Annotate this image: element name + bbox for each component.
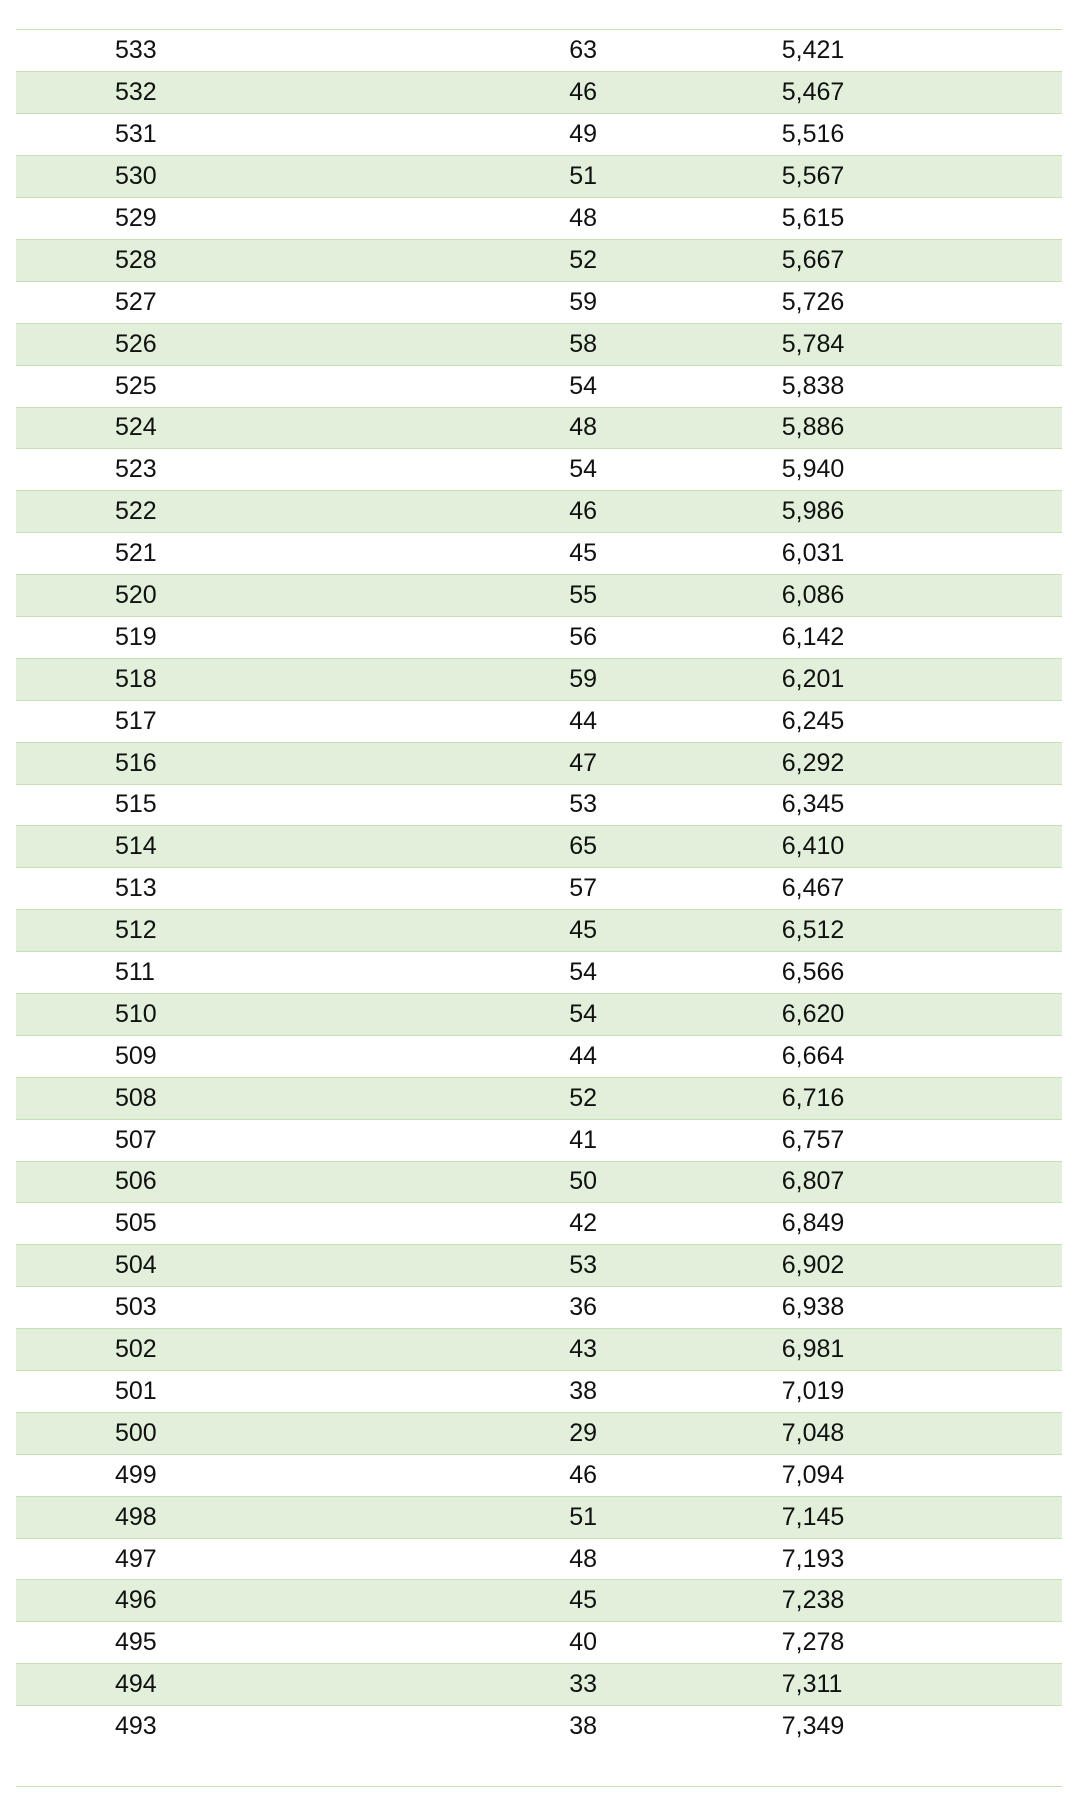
count-cell: 48	[340, 407, 737, 449]
cumulative-cell: 6,664	[738, 1035, 1062, 1077]
count-cell: 59	[340, 281, 737, 323]
score-cell: 510	[16, 993, 340, 1035]
score-cell: 533	[115, 36, 157, 65]
table-row	[16, 742, 1062, 784]
score-cell: 520	[16, 575, 340, 617]
table-row	[16, 1119, 1062, 1161]
table-row	[16, 1622, 1062, 1664]
cumulative-cell: 6,716	[738, 1077, 1062, 1119]
count-cell: 44	[340, 700, 737, 742]
count-cell: 63	[569, 36, 598, 65]
count-cell: 45	[340, 1580, 737, 1622]
count-cell: 55	[340, 575, 737, 617]
table-row	[16, 993, 1062, 1035]
score-cell: 507	[16, 1119, 340, 1161]
cumulative-cell: 7,238	[738, 1580, 1062, 1622]
count-cell: 49	[340, 114, 737, 156]
score-cell: 515	[16, 784, 340, 826]
score-cell: 495	[16, 1622, 340, 1664]
table-page	[16, 29, 1062, 1787]
cumulative-cell: 6,757	[738, 1119, 1062, 1161]
table-row	[16, 1161, 1062, 1203]
score-cell: 517	[16, 700, 340, 742]
count-cell: 65	[340, 826, 737, 868]
table-row	[16, 616, 1062, 658]
cumulative-cell: 6,849	[738, 1203, 1062, 1245]
score-cell: 516	[16, 742, 340, 784]
cumulative-cell: 5,940	[738, 449, 1062, 491]
table-row	[16, 533, 1062, 575]
count-cell: 48	[340, 198, 737, 240]
count-cell: 47	[340, 742, 737, 784]
table-row	[16, 1412, 1062, 1454]
count-cell: 50	[340, 1161, 737, 1203]
score-cell: 528	[16, 239, 340, 281]
count-cell: 41	[340, 1119, 737, 1161]
table-row	[16, 1077, 1062, 1119]
count-cell: 29	[340, 1412, 737, 1454]
score-cell: 525	[16, 365, 340, 407]
cumulative-cell: 6,292	[738, 742, 1062, 784]
count-cell: 48	[340, 1538, 737, 1580]
table-row	[16, 1329, 1062, 1371]
cumulative-cell: 5,986	[738, 491, 1062, 533]
score-cell: 521	[16, 533, 340, 575]
score-cell: 503	[16, 1287, 340, 1329]
table-row	[16, 1538, 1062, 1580]
cumulative-cell: 7,193	[738, 1538, 1062, 1580]
table-row	[16, 30, 1062, 72]
count-cell: 51	[340, 156, 737, 198]
cumulative-cell: 6,201	[738, 658, 1062, 700]
count-cell: 45	[340, 910, 737, 952]
count-cell: 44	[340, 1035, 737, 1077]
score-cell: 511	[16, 952, 340, 994]
table-row	[16, 1580, 1062, 1622]
table-row	[16, 1664, 1062, 1706]
count-cell: 51	[340, 1496, 737, 1538]
score-cell: 526	[16, 323, 340, 365]
count-cell: 59	[340, 658, 737, 700]
score-cell: 512	[16, 910, 340, 952]
table-row	[16, 156, 1062, 198]
cumulative-cell: 6,031	[738, 533, 1062, 575]
cumulative-cell: 6,512	[738, 910, 1062, 952]
score-cell: 502	[16, 1329, 340, 1371]
score-distribution-table	[16, 30, 1062, 1748]
table-row	[16, 1706, 1062, 1748]
cumulative-cell: 6,902	[738, 1245, 1062, 1287]
cumulative-cell: 7,311	[738, 1664, 1062, 1706]
table-row	[16, 952, 1062, 994]
table-row	[16, 1245, 1062, 1287]
cumulative-cell: 5,615	[738, 198, 1062, 240]
score-cell: 498	[16, 1496, 340, 1538]
count-cell: 43	[340, 1329, 737, 1371]
table-row	[16, 365, 1062, 407]
score-cell: 529	[16, 198, 340, 240]
table-row	[16, 407, 1062, 449]
score-cell: 519	[16, 616, 340, 658]
score-cell: 496	[16, 1580, 340, 1622]
score-cell: 506	[16, 1161, 340, 1203]
cumulative-cell: 5,516	[738, 114, 1062, 156]
cumulative-cell: 7,094	[738, 1454, 1062, 1496]
score-cell: 493	[16, 1706, 340, 1748]
cumulative-cell: 5,567	[738, 156, 1062, 198]
cumulative-cell: 6,345	[738, 784, 1062, 826]
score-cell: 508	[16, 1077, 340, 1119]
score-cell: 501	[16, 1371, 340, 1413]
score-cell: 499	[16, 1454, 340, 1496]
count-cell: 33	[340, 1664, 737, 1706]
table-body	[16, 30, 1062, 1748]
table-row	[16, 826, 1062, 868]
table-row	[16, 1371, 1062, 1413]
count-cell: 46	[340, 72, 737, 114]
table-row	[16, 1203, 1062, 1245]
table-row	[16, 784, 1062, 826]
cumulative-cell: 7,048	[738, 1412, 1062, 1454]
score-cell: 494	[16, 1664, 340, 1706]
count-cell: 38	[340, 1371, 737, 1413]
cumulative-cell: 6,807	[738, 1161, 1062, 1203]
table-row	[16, 1287, 1062, 1329]
table-row	[16, 323, 1062, 365]
cumulative-cell: 7,278	[738, 1622, 1062, 1664]
count-cell: 57	[340, 868, 737, 910]
table-row	[16, 491, 1062, 533]
score-cell: 518	[16, 658, 340, 700]
table-row	[16, 575, 1062, 617]
cumulative-cell: 5,726	[738, 281, 1062, 323]
score-cell: 532	[16, 72, 340, 114]
score-cell: 500	[16, 1412, 340, 1454]
count-cell: 52	[340, 239, 737, 281]
count-cell: 36	[340, 1287, 737, 1329]
score-cell: 522	[16, 491, 340, 533]
count-cell: 53	[340, 1245, 737, 1287]
count-cell: 54	[340, 993, 737, 1035]
cumulative-cell: 5,467	[738, 72, 1062, 114]
score-cell: 509	[16, 1035, 340, 1077]
cumulative-cell: 5,784	[738, 323, 1062, 365]
cumulative-cell: 5,421	[781, 36, 845, 65]
cumulative-cell: 6,981	[738, 1329, 1062, 1371]
cumulative-cell: 6,620	[738, 993, 1062, 1035]
table-row	[16, 449, 1062, 491]
cumulative-cell: 6,142	[738, 616, 1062, 658]
score-cell: 505	[16, 1203, 340, 1245]
table-row	[16, 1454, 1062, 1496]
score-cell: 513	[16, 868, 340, 910]
count-cell: 52	[340, 1077, 737, 1119]
table-row	[16, 198, 1062, 240]
count-cell: 46	[340, 1454, 737, 1496]
score-cell: 530	[16, 156, 340, 198]
score-cell: 514	[16, 826, 340, 868]
cumulative-cell: 6,566	[738, 952, 1062, 994]
table-row	[16, 239, 1062, 281]
cumulative-cell: 5,886	[738, 407, 1062, 449]
cumulative-cell: 5,667	[738, 239, 1062, 281]
cumulative-cell: 7,019	[738, 1371, 1062, 1413]
count-cell: 42	[340, 1203, 737, 1245]
count-cell: 54	[340, 952, 737, 994]
count-cell: 53	[340, 784, 737, 826]
score-cell: 504	[16, 1245, 340, 1287]
score-cell: 523	[16, 449, 340, 491]
table-row	[16, 1035, 1062, 1077]
score-cell: 524	[16, 407, 340, 449]
score-cell: 497	[16, 1538, 340, 1580]
cumulative-cell: 7,349	[738, 1706, 1062, 1748]
count-cell: 38	[340, 1706, 737, 1748]
count-cell: 40	[340, 1622, 737, 1664]
table-row	[16, 868, 1062, 910]
cumulative-cell: 6,086	[738, 575, 1062, 617]
count-cell: 58	[340, 323, 737, 365]
cumulative-cell: 6,467	[738, 868, 1062, 910]
table-row	[16, 700, 1062, 742]
table-row	[16, 114, 1062, 156]
table-row	[16, 281, 1062, 323]
count-cell: 54	[340, 449, 737, 491]
table-row	[16, 910, 1062, 952]
table-row	[16, 658, 1062, 700]
cumulative-cell: 6,410	[738, 826, 1062, 868]
cumulative-cell: 7,145	[738, 1496, 1062, 1538]
cumulative-cell: 6,938	[738, 1287, 1062, 1329]
score-cell: 531	[16, 114, 340, 156]
table-row	[16, 1496, 1062, 1538]
score-cell: 527	[16, 281, 340, 323]
count-cell: 54	[340, 365, 737, 407]
cumulative-cell: 6,245	[738, 700, 1062, 742]
cumulative-cell: 5,838	[738, 365, 1062, 407]
count-cell: 56	[340, 616, 737, 658]
count-cell: 45	[340, 533, 737, 575]
table-row	[16, 72, 1062, 114]
count-cell: 46	[340, 491, 737, 533]
